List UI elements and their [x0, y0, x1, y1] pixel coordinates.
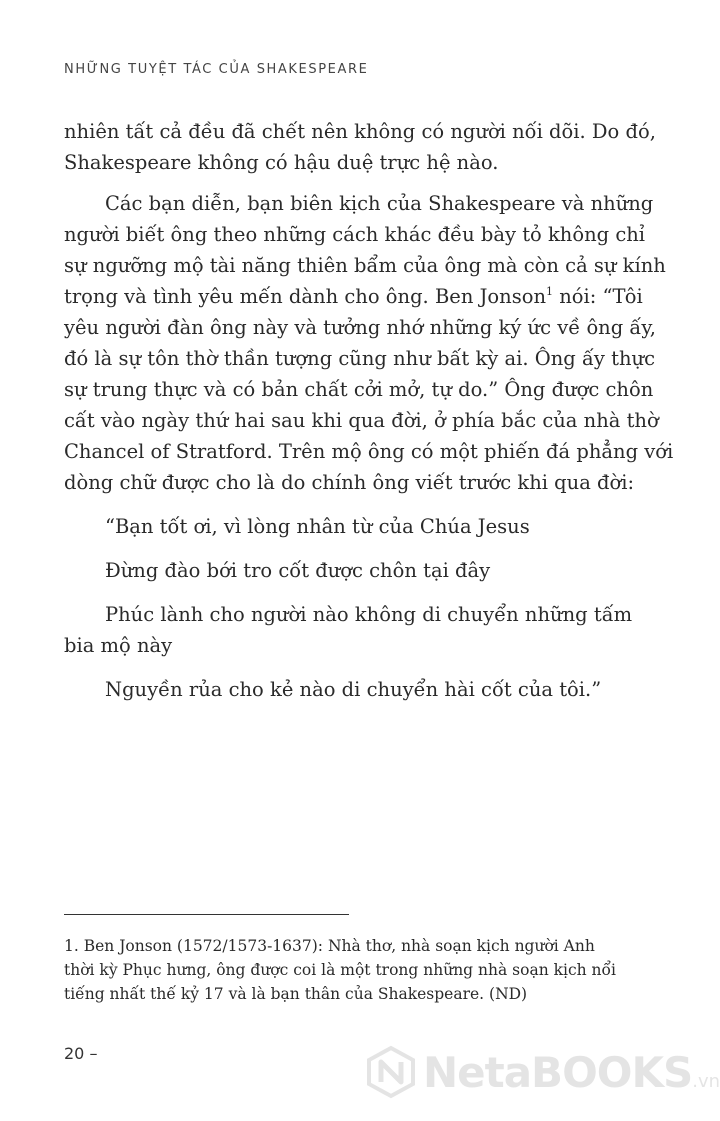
text-line: Shakespeare không có hậu duệ trực hệ nào.: [64, 151, 499, 174]
watermark-text: [423, 1048, 720, 1097]
text-line: nhiên tất cả đều đã chết nên không có người nối dõi. Do đó,: [64, 120, 656, 143]
text-line: đó là sự tôn thờ thần tượng cũng như bất kỳ ai. Ông ấy thực: [64, 347, 656, 370]
footnote: [64, 934, 644, 1006]
watermark-suffix: .vn: [692, 1071, 720, 1092]
footnote-marker[interactable]: 1: [546, 285, 553, 298]
text-line: cất vào ngày thứ hai sau khi qua đời, ở phía bắc của nhà thờ: [64, 409, 659, 432]
verse-line: Phúc lành cho người nào không di chuyển những tấm: [105, 603, 633, 626]
text-line-with-footnote: [64, 281, 643, 312]
text-line: sự trung thực và có bản chất cởi mở, tự do.” Ông được chôn: [64, 378, 654, 401]
text-line: dòng chữ được cho là do chính ông viết trước khi qua đời:: [64, 471, 635, 494]
text-fragment: trọng và tình yêu mến dành cho ông. Ben Jonson: [64, 285, 546, 308]
text-line: người biết ông theo những cách khác đều bày tỏ không chỉ: [64, 223, 646, 246]
text-line: Các bạn diễn, bạn biên kịch của Shakespeare và những: [105, 192, 654, 215]
netabooks-logo-icon: [365, 1046, 417, 1098]
main-text: [64, 116, 674, 705]
text-line: yêu người đàn ông này và tưởng nhớ những ký ức về ông ấy,: [64, 316, 656, 339]
text-line: sự ngưỡng mộ tài năng thiên bẩm của ông mà còn cả sự kính: [64, 254, 666, 277]
verse-line: Đừng đào bới tro cốt được chôn tại đây: [105, 559, 491, 582]
watermark-brand: NetaBOOKS: [423, 1048, 693, 1097]
text-fragment: nói: “Tôi: [553, 285, 643, 308]
footnote-divider: [64, 914, 349, 915]
verse-line: bia mộ này: [64, 634, 173, 657]
footnote-line: thời kỳ Phục hưng, ông được coi là một trong những nhà soạn kịch nổi: [64, 961, 616, 979]
verse-line: “Bạn tốt ơi, vì lòng nhân từ của Chúa Jesus: [105, 515, 530, 538]
verse-line: Nguyền rủa cho kẻ nào di chuyển hài cốt của tôi.”: [105, 678, 602, 701]
footnote-line: 1. Ben Jonson (1572/1573-1637): Nhà thơ, nhà soạn kịch người Anh: [64, 937, 595, 955]
running-header: NHỮNG TUYỆT TÁC CỦA SHAKESPEARE: [64, 62, 369, 77]
text-line: Chancel of Stratford. Trên mộ ông có một phiến đá phẳng với: [64, 440, 674, 463]
footnote-line: tiếng nhất thế kỷ 17 và là bạn thân của Shakespeare. (ND): [64, 985, 528, 1003]
watermark: [365, 1044, 720, 1104]
page-number: 20 –: [64, 1044, 98, 1063]
